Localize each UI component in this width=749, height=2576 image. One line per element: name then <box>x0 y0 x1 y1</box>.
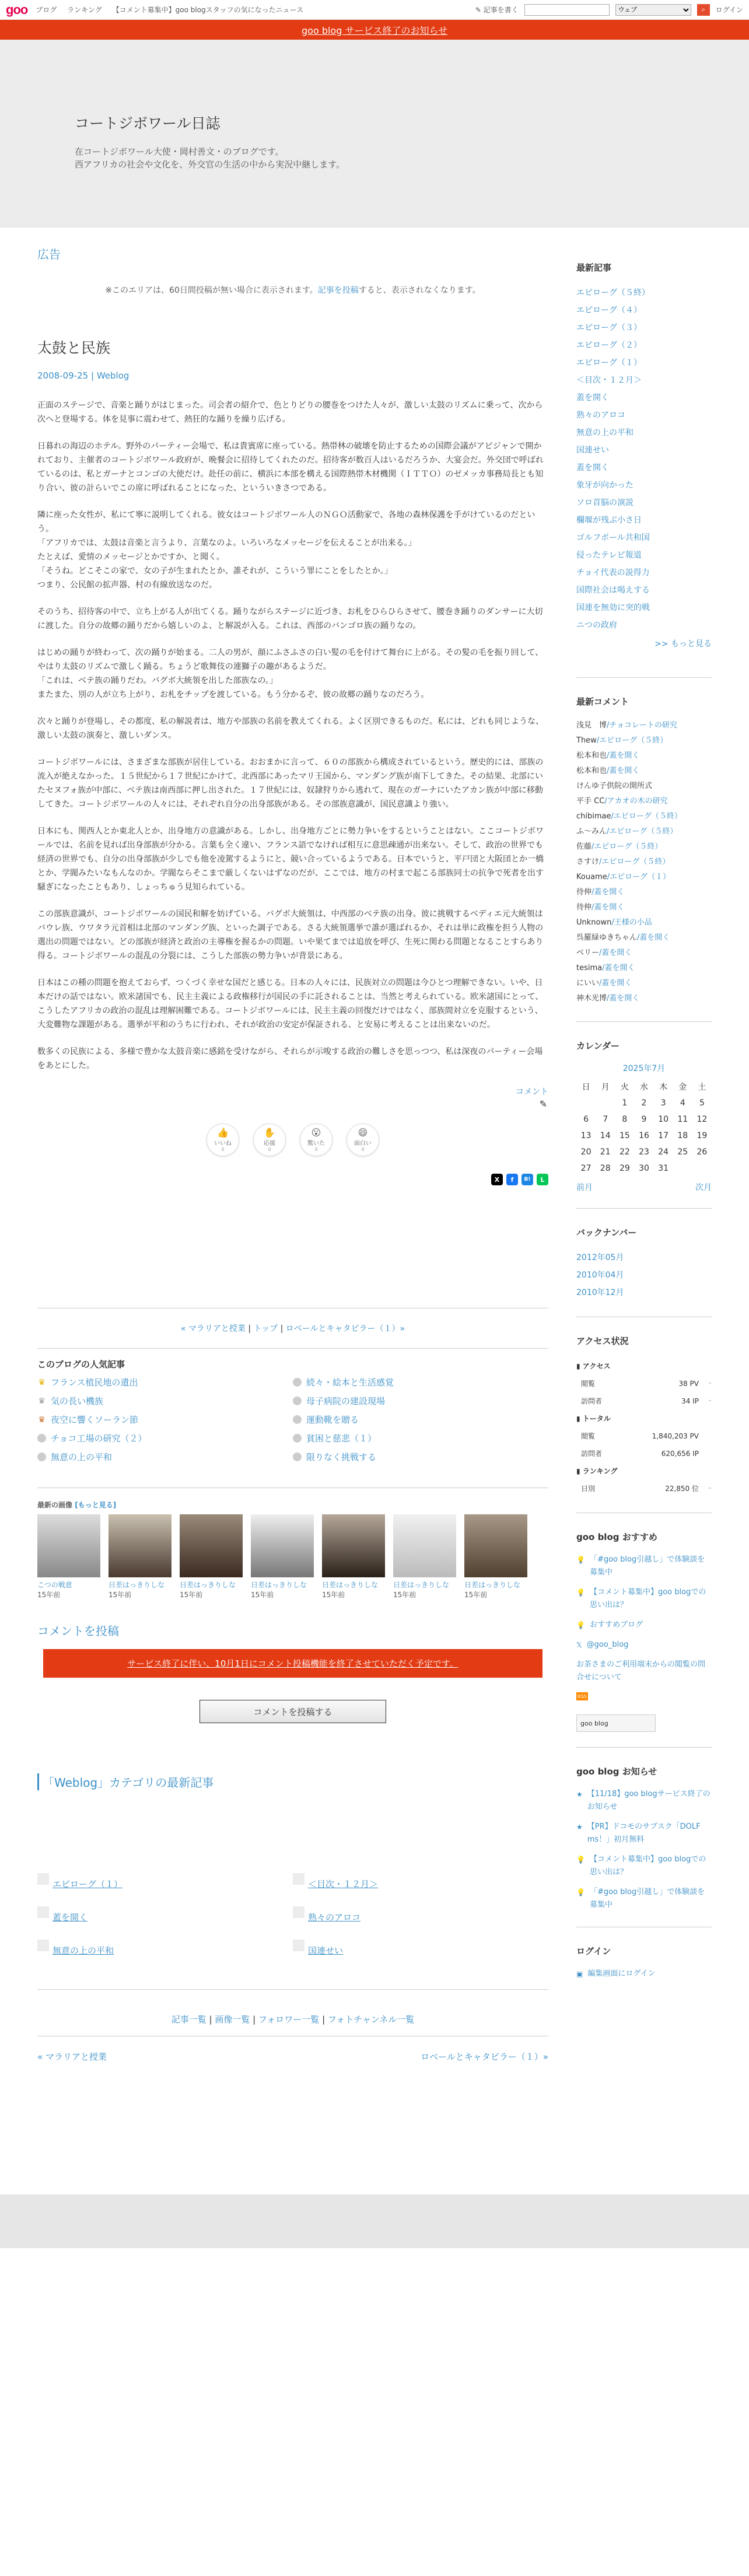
rank-icon <box>293 1396 302 1405</box>
bulb-icon: 💡 <box>576 1588 585 1597</box>
recent-item[interactable]: 国連せい <box>576 446 609 455</box>
backnumber-heading: バックナンバー <box>576 1227 637 1238</box>
comment-item: 浅見 博/チョコレートの研究 <box>576 721 678 730</box>
comment-item: ふ〜みん/エピローグ（５終） <box>576 827 678 836</box>
top-links <box>36 5 312 15</box>
post-meta: 2008-09-25 | Weblog <box>37 370 130 381</box>
comment-end-notice[interactable]: サービス終了に伴い、10月1日にコメント投稿機能を終了させていただく予定です。 <box>43 1649 542 1678</box>
osusume-item[interactable]: 𝕏 @goo_blog <box>576 1639 712 1651</box>
popular-item[interactable]: 貧困と慈悲（１） <box>293 1432 548 1444</box>
top-bar <box>0 0 749 20</box>
comment-item: tesima/蓋を開く <box>576 964 635 972</box>
recent-item[interactable]: 国際社会は喝えする <box>576 586 650 595</box>
photo-channel-list-link[interactable]: フォトチャンネル一覧 <box>327 2014 415 2025</box>
backnumber-item[interactable]: 2010年04月 <box>576 1270 624 1280</box>
login-link[interactable]: ログイン <box>715 6 743 14</box>
post-article-link[interactable]: 記事を投稿 <box>317 286 359 295</box>
comment-link[interactable]: コメント <box>516 1087 548 1097</box>
top-link-news[interactable]: 【コメント募集中】goo blogスタッフの気になったニュース <box>112 6 304 14</box>
comment-item: 呉羅緑ゆきちゃん/蓋を開く <box>576 933 670 942</box>
news-item[interactable]: 💡 【コメント募集中】goo blogでの思い出は？ <box>576 1853 712 1879</box>
backnumber-section <box>576 1208 712 1301</box>
smile-face-icon: 😄 <box>358 1127 368 1138</box>
calendar-nav <box>576 1181 712 1193</box>
comment-item: Thew/エピローグ（５終） <box>576 736 668 745</box>
footer-next-post-link[interactable]: ロベールとキャタピラー（１）» <box>421 2052 548 2062</box>
recent-item[interactable]: ニつの政府 <box>576 621 617 630</box>
post-paragraph: 数多くの民族による、多様で豊かな太鼓音楽に感銘を受けながら、それらが示唆する政治の難しさを思っつつ、私は深夜のパーティー会場をあとにした。 <box>37 1047 543 1070</box>
post-comment-button[interactable]: コメントを投稿する <box>200 1700 386 1723</box>
access-views: 閲覧 38 PV ⌁ <box>576 1375 712 1392</box>
comments-section <box>576 677 712 1006</box>
ad-heading: 広告 <box>37 247 61 261</box>
login-item[interactable]: ▣ 編集画面にログイン <box>576 1968 712 1980</box>
reaction-funny-button[interactable]: 😄 面白い 0 <box>346 1124 379 1156</box>
article-list-link[interactable]: 記事一覧 <box>171 2014 206 2025</box>
osusume-item[interactable]: 💡 おすすめブログ <box>576 1619 712 1632</box>
thumbnail-image[interactable] <box>37 1514 100 1577</box>
top-link-ranking[interactable]: ランキング <box>67 6 102 14</box>
reaction-cheer-button[interactable]: ✋ 応援 0 <box>253 1124 286 1156</box>
ad-band <box>0 2194 749 2248</box>
service-end-notice[interactable]: goo blog サービス終了のお知らせ <box>0 20 749 40</box>
post-paragraph: 隣に座った女性が、私にて寧に説明してくれる。彼女はコートジボワール人のＮＧＯ活動家で、各地の森林保護を手がけているのだという。 「アフリカでは、太鼓は音楽と言うより、言葉なのよ。いろいろなメッセージを伝えることが出来る。」 たとえば、愛情のメッセージとかですか、と聞く。 「そうね。どこそこの家で、女の子が生まれたとか、誰それが、こういう罪にことをしたとか。」 つまり、公民館の拡声器、村の有線放送なのだ。 <box>37 510 536 590</box>
recent-heading: 最新記事 <box>576 262 612 273</box>
recent-item[interactable]: チョイ代表の説得力 <box>576 568 650 578</box>
calendar-week: 27 28 29 30 31 <box>580 1164 669 1173</box>
access-section <box>576 1317 712 1497</box>
login-icon: ▣ <box>576 1970 583 1978</box>
goo-blog-logo[interactable]: goo blog <box>576 1714 656 1732</box>
image-thumb[interactable]: 日差はっきりしな 15年前 <box>108 1514 172 1600</box>
osusume-item[interactable]: 💡 「#goo blog引越し」で体験談を募集中 <box>576 1553 712 1579</box>
post-body <box>37 398 548 1073</box>
post-paragraph: 正面のステージで、音楽と踊りがはじまった。司会者の紹介で、色とりどりの腰巻をつけた人々が、激しい太鼓のリズムに乗って、次から次へと登場する。体を見事に震わせて、熱狂的な踊りを繰り広げる。 <box>37 401 543 424</box>
recent-item[interactable]: エピローグ（１） <box>576 358 642 368</box>
x-icon: 𝕏 <box>576 1641 582 1649</box>
access-heading: アクセス状況 <box>576 1336 629 1346</box>
recent-item[interactable]: 蓋を開く <box>576 393 609 402</box>
footer-prev-post-link[interactable]: « マラリアと授業 <box>37 2052 107 2062</box>
comment-item: ベリー/蓋を開く <box>576 949 632 957</box>
star-icon: ★ <box>576 1823 583 1831</box>
category-item[interactable]: 無意の上の平和 <box>37 1944 293 1957</box>
line-share-icon[interactable]: L <box>537 1174 548 1185</box>
osusume-item[interactable]: 💡 【コメント募集中】goo blogでの思い出は？ <box>576 1586 712 1612</box>
login-section <box>576 1927 712 1980</box>
popular-item[interactable]: ♛ フランス植民地の遺出 <box>38 1377 138 1388</box>
total-visitors: 訪問者 620,656 IP <box>581 1450 699 1458</box>
calendar-week: 20 21 22 23 24 25 26 <box>580 1147 708 1157</box>
image-thumb[interactable]: こつの戦意 15年前 <box>37 1514 100 1600</box>
thumbnail-image[interactable] <box>322 1514 385 1577</box>
post-category[interactable]: Weblog <box>96 370 130 381</box>
x-share-icon[interactable]: X <box>491 1174 503 1185</box>
reactions <box>37 1124 548 1156</box>
comments-list <box>576 718 712 1006</box>
recent-more-link[interactable]: >> もっと見る <box>654 639 712 649</box>
crown-icon: ♛ <box>38 1378 46 1387</box>
popular-articles <box>37 1348 548 1463</box>
rank-icon <box>293 1378 302 1387</box>
backnumber-item[interactable]: 2010年12月 <box>576 1288 624 1297</box>
main-column <box>37 245 548 2063</box>
post-paragraph: この部族意識が、コートジボワールの国民和解を妨げている。バグボ大統領は、中西部のベテ族の出身。彼に挑戦するベディエ元大統領はバウレ族、ウワタラ元首相は北部のマンダング族、といった調子である。さる大統領選挙で誰が選ばれるか、それは単に政権を担う人物の選出の問題ではない。どの部族が経済と政治の主導権を握るかの問題。いや果てまでは追放を呼び、生死に関わる問題となることすらあり得る。コートジボワールの混乱の分裂には、こうした部族の勢力争いが背景にある。 <box>37 909 544 961</box>
daily-rank: 日別 22,850 位 ⌁ <box>576 1480 712 1497</box>
comment-item: 待伸/蓋を開く <box>576 903 625 912</box>
recent-item[interactable]: エピローグ（２） <box>576 341 642 350</box>
calendar-week: 1 2 3 4 5 <box>622 1098 705 1108</box>
recent-item[interactable]: 国連を無効に突的戦 <box>576 603 650 612</box>
facebook-share-icon[interactable]: f <box>506 1174 518 1185</box>
post-navigation: « マラリアと授業 | トップ | ロベールとキャタピラー（１）» <box>37 1308 548 1334</box>
popular-item[interactable]: チョコ工場の研究（２） <box>37 1432 293 1444</box>
comments-heading: 最新コメント <box>576 696 629 707</box>
popular-item[interactable]: 無意の上の平和 <box>37 1451 293 1463</box>
recent-item[interactable]: ソロ首脳の演説 <box>576 498 634 508</box>
calendar-prev-link[interactable]: 前月 <box>576 1183 593 1192</box>
recent-item[interactable]: エピローグ（３） <box>576 323 642 332</box>
post-date: 2008-09-25 <box>37 370 89 381</box>
popular-item[interactable]: 母子病院の建設現場 <box>293 1395 548 1407</box>
osusume-section <box>576 1513 712 1732</box>
comment-item: 松本和也/蓋を開く <box>576 751 640 760</box>
thumbnail-image[interactable] <box>464 1514 527 1577</box>
rank-icon <box>37 1434 46 1443</box>
popular-item[interactable]: ♛ 気の長い機族 <box>38 1396 104 1406</box>
image-list-link[interactable]: 画像一覧 <box>215 2014 250 2025</box>
comment-item: けんゆ子供院の開所式 <box>576 782 653 790</box>
comment-item: さすけ/エピローグ（５終） <box>576 858 670 866</box>
thumbnail-image[interactable] <box>251 1514 314 1577</box>
sidebar <box>576 261 712 1996</box>
recent-item[interactable]: 欄堰が残ぶ小さ日 <box>576 516 642 525</box>
calendar <box>576 1062 712 1177</box>
spark-icon: ⌁ <box>708 1380 712 1387</box>
popular-item[interactable]: ♛ 夜空に響くソーラン節 <box>38 1415 139 1425</box>
image-thumb[interactable]: 日差はっきりしな 15年前 <box>180 1514 243 1600</box>
share-buttons <box>37 1174 548 1185</box>
reaction-surprised-button[interactable]: 😮 驚いた 0 <box>300 1124 332 1156</box>
calendar-week: 13 14 15 16 17 18 19 <box>580 1131 708 1140</box>
top-right <box>475 4 743 16</box>
post-paragraph: 日暮れの海辺のホテル。野外のパーティー会場で、私は貴賓席に座っている。熱帯林の破壊を防止するための国際会議がアビジャンで開かれており、主催者のコートジボワール政府が、晩餐会に招待してくれたのだ。招待客が数百人はいるだろうか、大宴会だ。外交団で呼ばれているのは、私とガーナとコンゴの大使だけ。赴任の前に、横浜に本部を構える国際熱帯木材機関（ＩＴＴＯ）のゼメッカ事務局長とも知り合い、彼の計らいでこの席に呼ばれることになった、といういきさつである。 <box>37 442 544 493</box>
calendar-week: 6 7 8 9 10 11 12 <box>583 1115 708 1124</box>
category-item[interactable]: 蓋を開く <box>37 1911 293 1923</box>
backnumber-list <box>576 1249 712 1301</box>
recent-item[interactable]: 無意の上の平和 <box>576 428 634 438</box>
post-paragraph: コートジボワールには、さまざまな部族が居住している。おおまかに言って、６０の部族から構成されているという。歴史的には、部族の流入が絶えなかった。１５世紀から１７世紀にかけて、北西部にあったマリ王国から、マンダング族が南下してきた。その結果、北部にいたセヌフォ族が中部に、ベテ族は南西部に押し出された。１７世紀には、奴隷狩りから逃れて、現在のガーナにいたアカン族が中部に移動してきた。コートジボワールの人々には、それぞれ自分の出身部族がある。その部族意識が、国民意識より強い。 <box>37 758 544 809</box>
surprised-face-icon: 😮 <box>311 1127 321 1138</box>
category-item[interactable]: ＜目次・１２月＞ <box>293 1878 548 1890</box>
osusume-heading: goo blog おすすめ <box>576 1532 657 1542</box>
thumbnail-image[interactable] <box>180 1514 243 1577</box>
login-heading: ログイン <box>576 1946 611 1957</box>
comment-heading: コメントを投稿 <box>37 1624 119 1638</box>
calendar-month[interactable]: 2025年7月 <box>622 1064 666 1073</box>
popular-item[interactable]: 限りなく挑戦する <box>293 1451 548 1463</box>
comment-item: chibimae/エピローグ（５終） <box>576 812 682 821</box>
top-link-blog[interactable]: ブログ <box>36 6 57 14</box>
ranking-sub-heading: ▮ ランキング <box>576 1467 618 1475</box>
ad-notice: ※このエリアは、60日間投稿が無い場合に表示されます。記事を投稿すると、表示されなくなります。 <box>105 286 481 295</box>
goo-logo[interactable]: goo <box>6 2 28 17</box>
post-title[interactable]: 太鼓と民族 <box>37 340 111 356</box>
bulb-icon: 💡 <box>576 1856 585 1864</box>
edit-pencil-icon[interactable]: ✎ <box>539 1098 547 1110</box>
latest-images <box>37 1488 548 1600</box>
recent-item[interactable]: ＜目次・１２月＞ <box>576 376 642 385</box>
write-article-link[interactable]: ✎ 記事を書く <box>475 6 519 14</box>
rank-icon <box>37 1452 46 1461</box>
spark-icon: ⌁ <box>708 1485 712 1492</box>
rank-icon <box>293 1452 302 1461</box>
recent-item[interactable]: エピローグ（５終） <box>576 288 650 298</box>
calendar-heading: カレンダー <box>576 1041 620 1051</box>
category-item[interactable]: エピローグ（１） <box>37 1878 293 1890</box>
recent-item[interactable]: ゴルフボール共和国 <box>576 533 650 542</box>
backnumber-item[interactable]: 2012年05月 <box>576 1253 624 1262</box>
prev-post-link[interactable]: « マラリアと授業 <box>180 1324 246 1334</box>
category-item[interactable]: 熟々のアロコ <box>293 1911 548 1923</box>
bulb-icon: 💡 <box>576 1621 585 1629</box>
thumbnail-image[interactable] <box>393 1514 456 1577</box>
comment-item: 待伸/蓋を開く <box>576 888 625 897</box>
post-paragraph: はじめの踊りが終わって、次の踊りが始まる。二人の男が、顔にふさふさの白い髪の毛を付けて舞台に上がる。その髪の毛を振り回して、やはり太鼓のリズムで激しく踊る。ちょうど歌舞伎の連獅子の趣があるようだ。 「これは、ベテ族の踊りだわ。バグボ大統領を出した部族なの。」 またまた、別の人が立ち上がり、お札をチップを渡している。もう分かるぞ、彼の故郷の踊りなのだろう。 <box>37 648 544 699</box>
category-articles <box>37 1878 548 1957</box>
news-heading: goo blog お知らせ <box>576 1766 657 1777</box>
calendar-section <box>576 1021 712 1193</box>
hand-icon: ✋ <box>264 1127 275 1138</box>
total-views: 閲覧 1,840,203 PV <box>581 1432 699 1440</box>
comment-item: Unknown/王様の小品 <box>576 918 652 927</box>
search-scope-select[interactable] <box>615 4 691 16</box>
comment-item: 松本和也/蓋を開く <box>576 766 640 775</box>
post-paragraph: そのうち、招待客の中で、立ち上がる人が出てくる。踊りながらステージに近づき、お札をひらひらさせて、腰巻き踊りのダンサーに大切に渡した。自分の故郷の踊りだから嬉しいのよ、と解説が入る。これは、西部のバンゴロ族の踊りなの。 <box>37 607 543 631</box>
more-images-link[interactable]: [もっと見る] <box>75 1501 117 1509</box>
calendar-weekdays: 日 月 火 水 木 金 土 <box>582 1083 706 1092</box>
reaction-like-button[interactable]: 👍 いいね 0 <box>206 1124 239 1156</box>
news-section <box>576 1747 712 1912</box>
bulb-icon: 💡 <box>576 1556 585 1564</box>
footer-post-nav <box>37 2036 548 2063</box>
thumbnail-image[interactable] <box>108 1514 172 1577</box>
comment-item: Kouame/エピローグ（１） <box>576 873 671 881</box>
comment-item: 神木光博/蓋を開く <box>576 994 640 1003</box>
recent-item[interactable]: 蓋を開く <box>576 463 609 473</box>
rank-icon <box>293 1434 302 1443</box>
latest-images-heading: 最新の画像 [もっと見る] <box>37 1501 117 1509</box>
spark-icon: ⌁ <box>708 1398 712 1404</box>
image-thumb[interactable]: 日差はっきりしな 15年前 <box>322 1514 385 1600</box>
access-visitors: 訪問者 34 IP ⌁ <box>576 1392 712 1410</box>
rss-icon[interactable]: RSS <box>576 1692 588 1700</box>
search-input[interactable] <box>524 4 610 16</box>
bulb-icon: 💡 <box>576 1888 585 1896</box>
blog-title[interactable]: コートジボワール日誌 <box>75 115 220 132</box>
rank-icon <box>293 1415 302 1424</box>
image-thumb[interactable]: 日差はっきりしな 15年前 <box>464 1514 527 1600</box>
total-sub-heading: ▮ トータル <box>576 1415 611 1423</box>
image-thumb[interactable]: 日差はっきりしな 15年前 <box>393 1514 456 1600</box>
comment-item: 佐藤/エピローグ（５終） <box>576 842 663 851</box>
popular-item[interactable]: 続々・絵本と生活感覚 <box>293 1376 548 1388</box>
recent-item[interactable]: 侵ったテレビ報道 <box>576 551 642 560</box>
calendar-next-link[interactable]: 次月 <box>695 1183 712 1192</box>
blog-header <box>0 40 749 228</box>
category-item[interactable]: 国連せい <box>293 1944 548 1957</box>
popular-item[interactable]: 運動靴を贈る <box>293 1413 548 1426</box>
news-item[interactable]: ★ 【PR】ドコモのサブスク「DOLF ms！」初月無料 <box>576 1821 712 1846</box>
recent-list <box>576 284 712 634</box>
comment-item: にいい/蓋を開く <box>576 979 632 988</box>
post-paragraph: 日本にも、関西人とか東北人とか、出身地方の意識がある。しかし、出身地方ごとに勢力争いをするということはない。ここコートジボワールでは、名前を見れば出身部族が分かる。言葉も全く違い、フランス語でなければ相互に意思疎通が出来ない。そして、政治の世界でも経済の世界でも、自分の出身部族が少しでも他を凌駕するようにと、競い合っているようである。日本でいうと、平戸団と大阪団とか一橋とか、学閥みたいなもんなのか。学閥ならそこまで厳しくないはずなのだが、ここでは、地方の村まで起こる部族同士の抗争で死者を出す騒ぎになったこともあり、しょっちゅう見知られている。 <box>37 827 544 892</box>
popular-heading: このブログの人気記事 <box>37 1359 125 1370</box>
crown-icon: ♛ <box>38 1415 46 1424</box>
access-sub-heading: ▮ アクセス <box>576 1362 611 1370</box>
recent-item[interactable]: 象牙が向かった <box>576 481 634 490</box>
post-paragraph: 次々と踊りが登場し、その都度、私の解説者は、地方や部族の名前を教えてくれる。よく区別できるものだ。私には、どれも同じような、激しい太鼓の演奏と、激しいダンス。 <box>37 717 544 740</box>
blog-description: 在コートジボワール大使・岡村善文・のブログです。 西アフリカの社会や文化を、外交官の生活の中から実況中継します。 <box>75 146 345 170</box>
next-post-link[interactable]: ロベールとキャタピラー（１）» <box>285 1324 405 1334</box>
footer-links: 記事一覧 | 画像一覧 | フォロワー一覧 | フォトチャンネル一覧 <box>37 1989 548 2025</box>
image-thumb[interactable]: 日差はっきりしな 15年前 <box>251 1514 314 1600</box>
recent-item[interactable]: エピローグ（４） <box>576 306 642 315</box>
osusume-item[interactable]: お茶さまのご利用端末からの閲覧の問合せについて <box>576 1660 706 1682</box>
follower-list-link[interactable]: フォロワー一覧 <box>258 2014 320 2025</box>
post-paragraph: 日本はこの種の問題を抱えておらず、つくづく幸せな国だと感じる。日本の人々には、民族対立の問題は今ひとつ理解できない。いや、日本だけの話ではない。欧米諸国でも、民主主義による政権移行が国民の手に託されることは、当然と考えられている。欧米諸国にとって、こうしたアフリカの政治の混乱は理解困難である。コートジボワールには、民主主義の回復だけではなく、部族間対立を克服するという、大変難物な課題がある。選挙が平和のうちに行われ、それが政治の安定が保証される、と安易に考えることは出来ないのだ。 <box>37 978 544 1030</box>
comment-item: 平手 CC/アカオの木の研究 <box>576 797 668 806</box>
search-button[interactable]: ⌕ <box>697 4 710 16</box>
news-item[interactable]: ★ 【11/18】goo blogサービス終了のお知らせ <box>576 1788 712 1814</box>
top-link[interactable]: トップ <box>253 1324 278 1334</box>
recent-item[interactable]: 熟々のアロコ <box>576 411 625 420</box>
star-icon: ★ <box>576 1790 583 1798</box>
category-heading: 「Weblog」カテゴリの最新記事 <box>37 1773 548 1790</box>
thumbs-up-icon: 👍 <box>217 1127 229 1138</box>
hatena-share-icon[interactable]: B! <box>522 1174 533 1185</box>
crown-icon: ♛ <box>38 1396 46 1406</box>
news-item[interactable]: 💡 「#goo blog引越し」で体験談を募集中 <box>576 1886 712 1912</box>
